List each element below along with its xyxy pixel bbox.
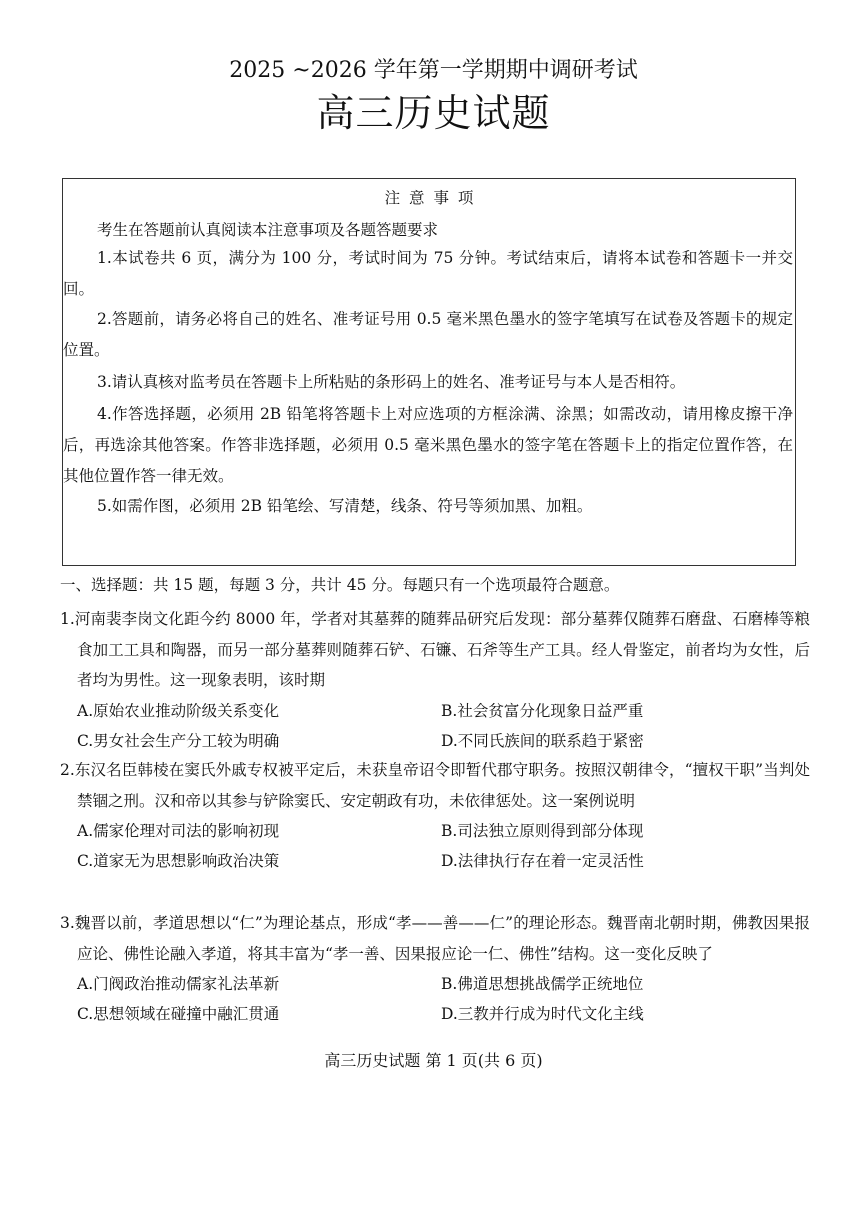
option-a: A.门阀政治推动儒家礼法革新	[77, 975, 280, 993]
question-options	[60, 696, 810, 756]
page-footer: 高三历史试题 第 1 页(共 6 页)	[324, 1051, 543, 1070]
notice-item: 5.如需作图，必须用 2B 铅笔绘、写清楚，线条、符号等须加黑、加粗。	[97, 497, 593, 515]
question-stem: 1.河南裴李岗文化距今约 8000 年，学者对其墓葬的随葬品研究后发现：部分墓葬仅随葬石磨盘、石磨棒等粮食加工工具和陶器，而另一部分墓葬则随葬石铲、石镰、石斧等生产工具。经人骨鉴定，前者均为女性，后者均为男性。这一现象表明，该时期	[60, 610, 810, 689]
notice-item: 4.作答选择题，必须用 2B 铅笔将答题卡上对应选项的方框涂满、涂黑；如需改动，请用橡皮擦干净后，再选涂其他答案。作答非选择题，必须用 0.5 毫米黑色墨水的签字笔在答题卡上的指定位置作答，在其他位置作答一律无效。	[63, 405, 793, 485]
notice-box	[62, 178, 796, 566]
question-stem: 3.魏晋以前，孝道思想以“仁”为理论基点，形成“孝——善——仁”的理论形态。魏晋南北朝时期，佛教因果报应论、佛性论融入孝道，将其丰富为“孝一善、因果报应论一仁、佛性”结构。这一变化反映了	[60, 914, 810, 963]
option-d: D.法律执行存在着一定灵活性	[441, 852, 644, 870]
notice-title: 注 意 事 项	[384, 189, 476, 207]
notice-item: 2.答题前，请务必将自己的姓名、准考证号用 0.5 毫米黑色墨水的签字笔填写在试卷及答题卡的规定位置。	[63, 310, 793, 359]
question-3	[60, 908, 810, 1029]
option-d: D.三教并行成为时代文化主线	[441, 1005, 644, 1023]
option-b: B.司法独立原则得到部分体现	[441, 822, 644, 840]
section-heading: 一、选择题：共 15 题，每题 3 分，共计 45 分。每题只有一个选项最符合题意。	[60, 576, 620, 594]
exam-title: 高三历史试题	[316, 91, 551, 135]
question-options	[60, 969, 810, 1029]
option-b: B.社会贫富分化现象日益严重	[441, 701, 644, 720]
question-1	[60, 604, 810, 756]
option-b: B.佛道思想挑战儒学正统地位	[441, 975, 644, 993]
notice-item: 1.本试卷共 6 页，满分为 100 分，考试时间为 75 分钟。考试结束后，请将本试卷和答题卡一并交回。	[63, 249, 793, 298]
exam-subtitle: 2025 ~2026 学年第一学期期中调研考试	[229, 58, 638, 83]
notice-intro: 考生在答题前认真阅读本注意事项及各题答题要求	[97, 221, 439, 239]
option-c: C.道家无为思想影响政治决策	[77, 852, 280, 870]
option-c: C.男女社会生产分工较为明确	[77, 731, 280, 750]
option-c: C.思想领域在碰撞中融汇贯通	[77, 1005, 280, 1023]
option-a: A.儒家伦理对司法的影响初现	[77, 822, 280, 840]
question-stem: 2.东汉名臣韩棱在窦氏外戚专权被平定后，未获皇帝诏令即暂代郡守职务。按照汉朝律令，“擅权干职”当判处禁锢之刑。汉和帝以其参与铲除窦氏、安定朝政有功，未依律惩处。这一案例说明	[60, 761, 810, 810]
notice-item: 3.请认真核对监考员在答题卡上所粘贴的条形码上的姓名、准考证号与本人是否相符。	[97, 373, 686, 391]
question-2	[60, 755, 810, 876]
option-d: D.不同氏族间的联系趋于紧密	[441, 731, 644, 750]
question-options	[60, 816, 810, 876]
option-a: A.原始农业推动阶级关系变化	[77, 701, 280, 720]
